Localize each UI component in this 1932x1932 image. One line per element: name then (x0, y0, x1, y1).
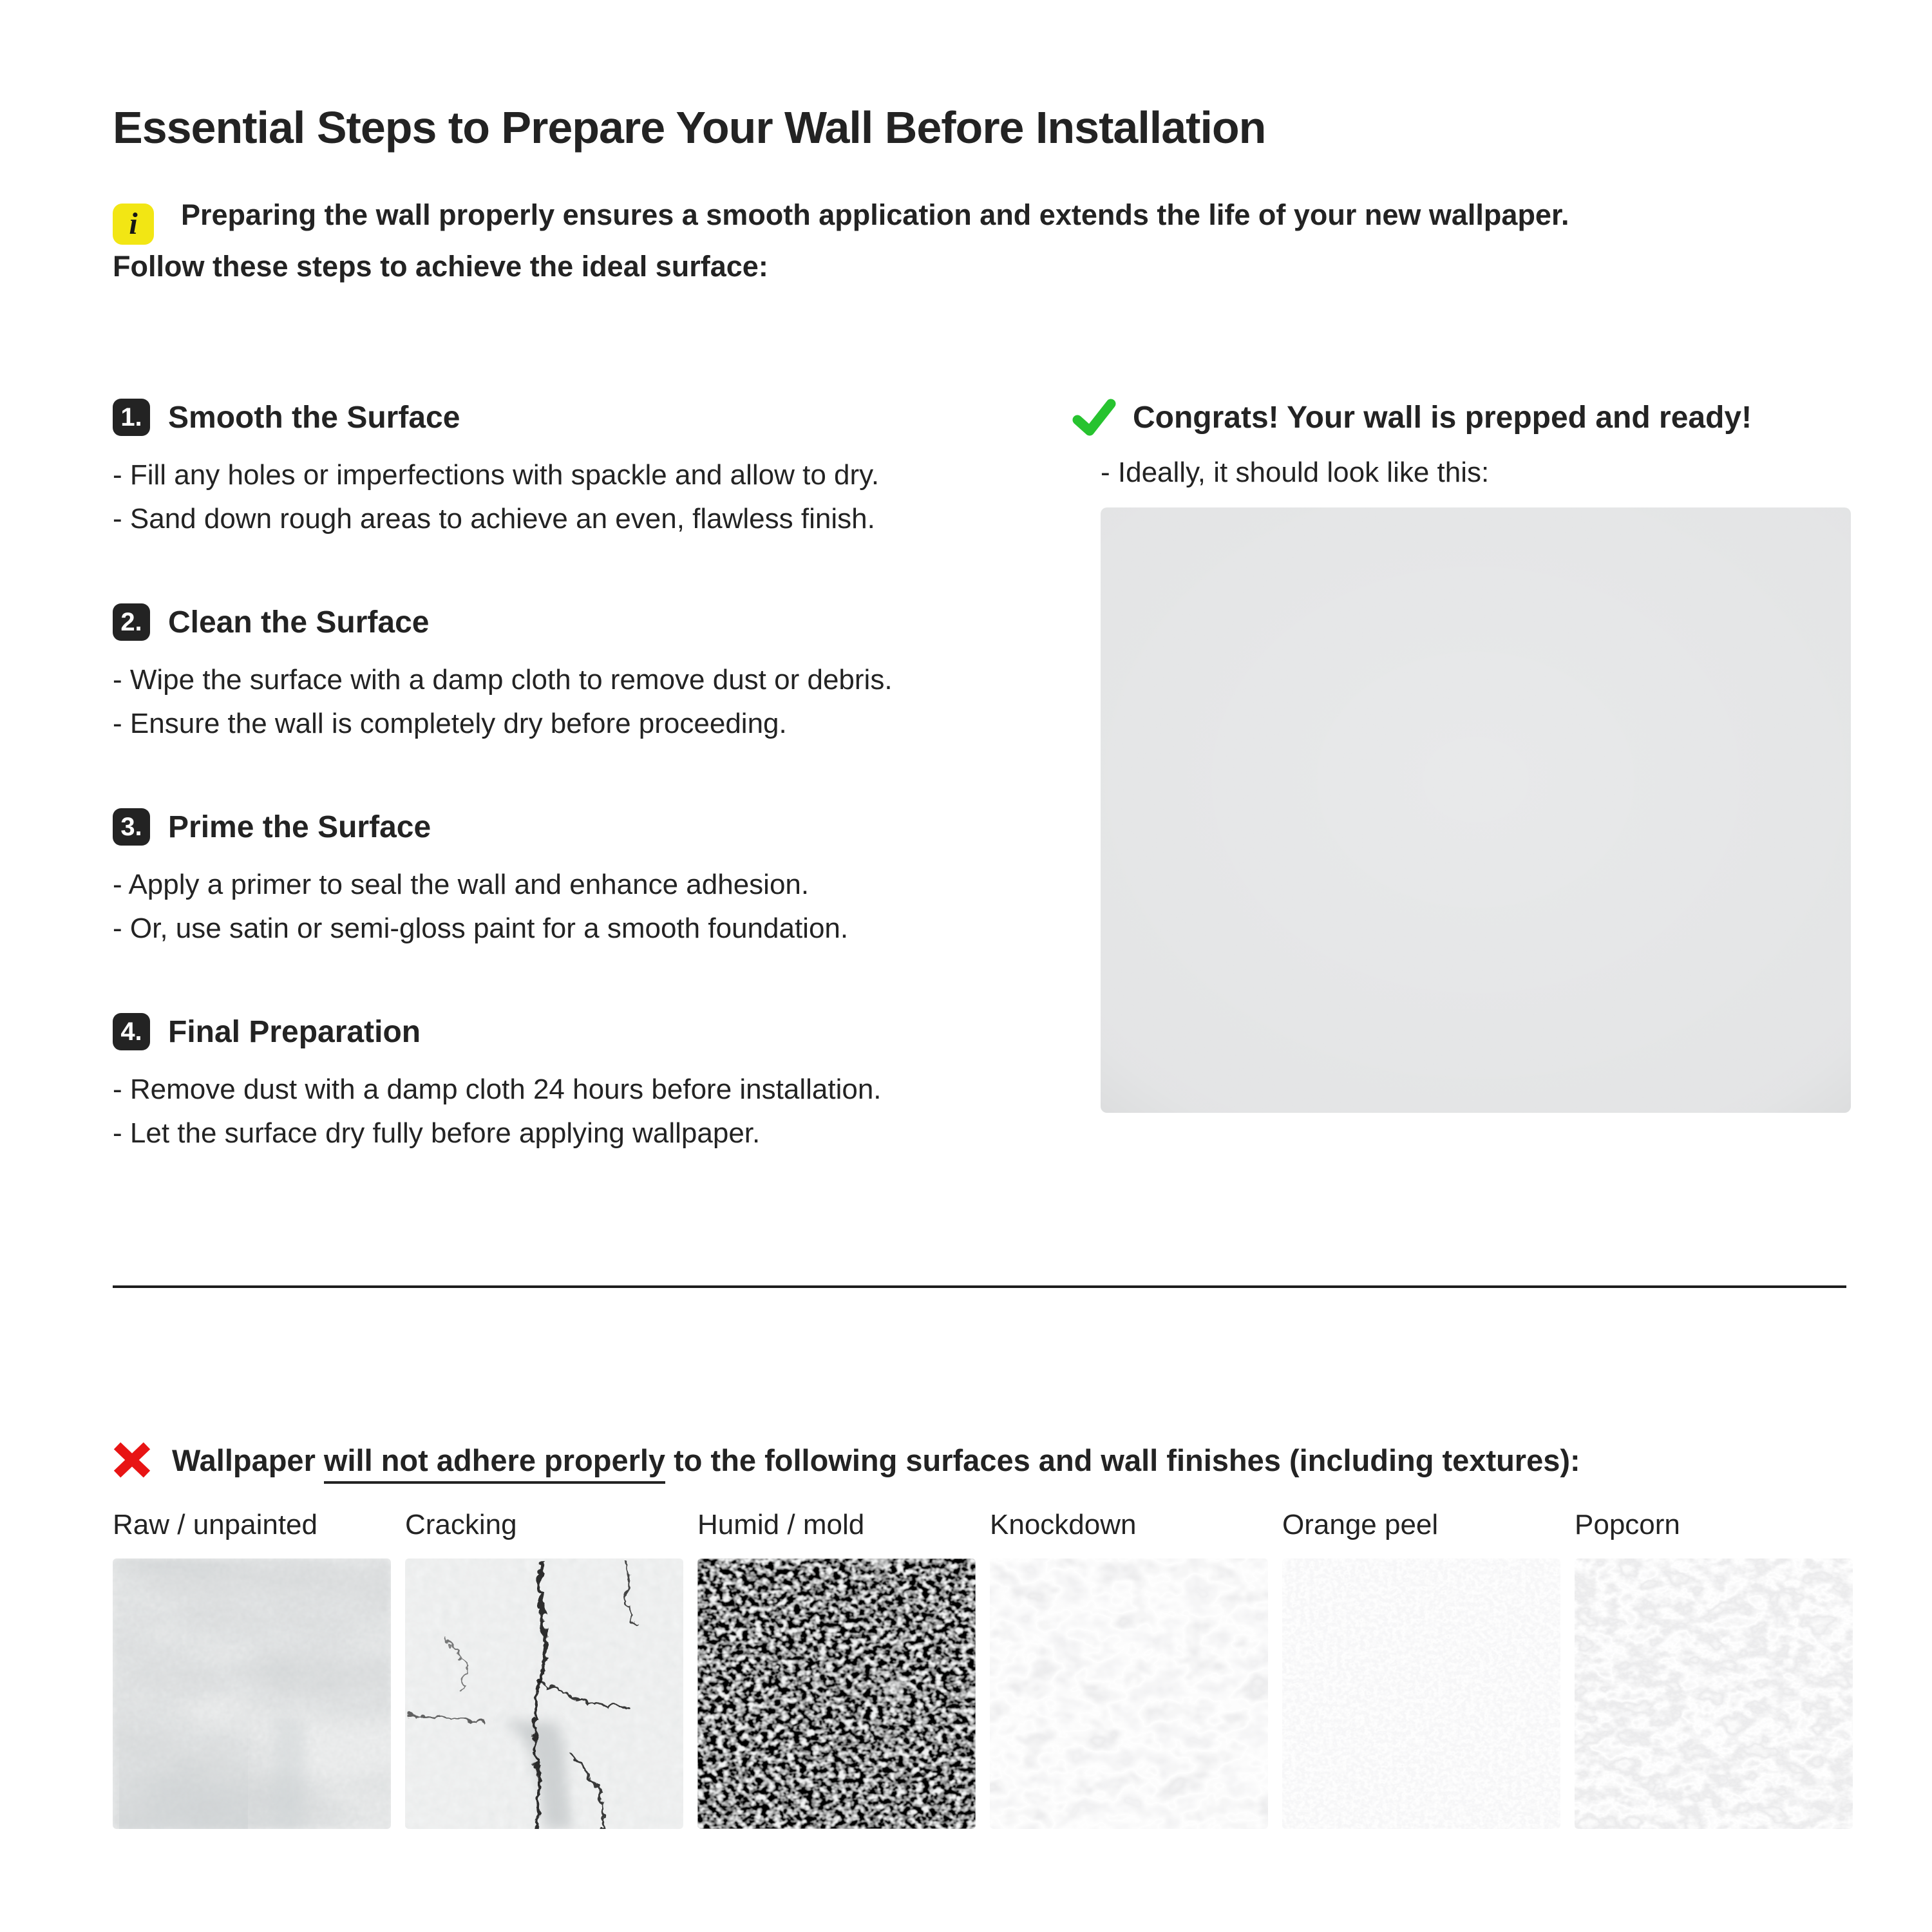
bullet: - Sand down rough areas to achieve an even, flawless finish. (113, 503, 875, 535)
step-1 (113, 398, 1034, 541)
step-3-bullets (113, 863, 1034, 951)
intro-note (113, 193, 1864, 289)
steps-column (113, 398, 1034, 1217)
check-icon (1072, 398, 1116, 437)
bullet: - Fill any holes or imperfections with spackle and allow to dry. (113, 459, 880, 491)
success-title: Congrats! Your wall is prepped and ready! (1133, 400, 1752, 435)
bullet: - Ensure the wall is completely dry before proceeding. (113, 708, 787, 739)
surface-label: Knockdown (990, 1509, 1137, 1540)
step-3 (113, 808, 1034, 951)
success-header (1072, 398, 1855, 437)
surface-popcorn (1575, 1508, 1853, 1829)
success-subtitle: - Ideally, it should look like this: (1101, 457, 1490, 488)
surface-knockdown (990, 1508, 1268, 1829)
texture-raw-unpainted-image (113, 1558, 391, 1829)
step-2-bullets (113, 658, 1034, 746)
intro-text-line2: Follow these steps to achieve the ideal surface: (113, 250, 768, 283)
info-icon: i (113, 204, 154, 245)
bad-surfaces-row (113, 1508, 1890, 1829)
step-2-title: Clean the Surface (168, 605, 430, 639)
step-4-number-badge: 4. (113, 1013, 150, 1050)
warning-section (113, 1439, 1890, 1829)
surface-raw-unpainted (113, 1508, 391, 1829)
surface-label: Humid / mold (697, 1509, 865, 1540)
step-4-title: Final Preparation (168, 1014, 421, 1049)
surface-cracking (405, 1508, 683, 1829)
bullet: - Apply a primer to seal the wall and enhance adhesion. (113, 869, 810, 900)
texture-knockdown-image (990, 1558, 1268, 1829)
bullet: - Or, use satin or semi-gloss paint for a smooth foundation. (113, 913, 849, 944)
texture-orange-peel-image (1282, 1558, 1560, 1829)
step-2-header (113, 603, 1034, 641)
page-title: Essential Steps to Prepare Your Wall Before Installation (113, 102, 1266, 153)
warning-header (113, 1439, 1890, 1481)
texture-cracking-image (405, 1558, 683, 1829)
intro-text-line1: Preparing the wall properly ensures a smooth application and extends the life of your new wallpaper. (181, 198, 1569, 231)
texture-humid-mold-image (697, 1558, 976, 1829)
texture-popcorn-image (1575, 1558, 1853, 1829)
step-4 (113, 1012, 1034, 1155)
surface-label: Popcorn (1575, 1509, 1680, 1540)
bullet: - Remove dust with a damp cloth 24 hours before installation. (113, 1074, 882, 1105)
warning-emphasis: will not adhere properly (324, 1443, 665, 1484)
x-icon (113, 1439, 151, 1481)
bullet: - Wipe the surface with a damp cloth to remove dust or debris. (113, 664, 893, 696)
step-1-title: Smooth the Surface (168, 400, 460, 435)
surface-label: Cracking (405, 1509, 517, 1540)
step-3-title: Prime the Surface (168, 810, 431, 844)
step-1-header (113, 398, 1034, 437)
step-2-number-badge: 2. (113, 603, 150, 641)
surface-label: Orange peel (1282, 1509, 1439, 1540)
step-1-bullets (113, 453, 1034, 541)
prepped-wall-image (1101, 507, 1851, 1113)
step-4-bullets (113, 1068, 1034, 1155)
surface-orange-peel (1282, 1508, 1560, 1829)
surface-humid-mold (697, 1508, 976, 1829)
step-2 (113, 603, 1034, 746)
section-divider (113, 1285, 1846, 1288)
surface-label: Raw / unpainted (113, 1509, 317, 1540)
step-3-number-badge: 3. (113, 808, 150, 846)
step-3-header (113, 808, 1034, 846)
warning-text: Wallpaper will not adhere properly to the following surfaces and wall finishes (including textures): (172, 1443, 1580, 1478)
success-panel (1072, 398, 1855, 1113)
bullet: - Let the surface dry fully before applying wallpaper. (113, 1117, 761, 1149)
step-1-number-badge: 1. (113, 399, 150, 436)
step-4-header (113, 1012, 1034, 1051)
